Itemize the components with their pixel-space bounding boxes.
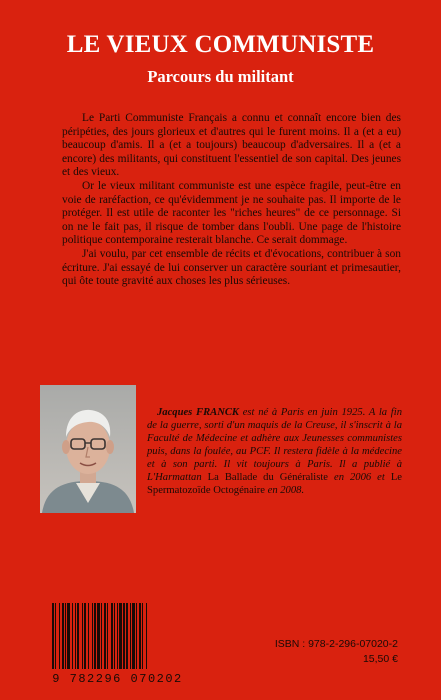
barcode-bar [117,603,118,669]
barcode-bar [130,603,131,669]
barcode-bar [94,603,96,669]
barcode-bar [111,603,113,669]
bio-book-2: Le Spermatozoïde Octogénaire [147,472,402,496]
barcode-bar [126,603,128,669]
barcode-bar [107,603,108,669]
barcode-bar [139,603,141,669]
bio-book-1: La Ballade du Généraliste [207,472,328,483]
barcode-bar [84,603,86,669]
barcode-bar [55,603,56,669]
barcode-bar [92,603,93,669]
isbn-label: ISBN : 978-2-296-07020-2 [274,638,398,650]
barcode-bar [72,603,73,669]
barcode-bar [75,603,76,669]
barcode-digits: 9 782296 070202 [52,672,183,686]
bio-text-1: est né à Paris en juin 1925. A la fin de la guerre, sorti d'un maquis de la Creuse, il s'inscrit à la Faculté de Médecine et adhère aux Jeunesses communistes puis, dans la foulée, au PCF. Il restera fidèle à la médecine et à son parti. Il vit toujours à Paris. Il a publié à L'Harmattan [147,407,402,483]
blurb-paragraph-1: Le Parti Communiste Français a connu et connaît encore bien des péripéties, des jours glorieux et d'autres qui le furent moins. Il a (et a eu) beaucoup d'amis. Il a (et a toujours) beaucoup d'adversaires. Il a (et a encore) des militants, qui constituent l'essentiel de son capital. Des jeunes et des vieux. [62,112,401,179]
barcode-bar [97,603,100,669]
barcode-bar [132,603,135,669]
blurb-paragraph-3: J'ai voulu, par cet ensemble de récits et d'évocations, contribuer à son écriture. J'ai essayé de lui conserver un caractère souriant et primesautier, qui ôte toute gravité aux choses les plus sérieuses. [62,247,401,288]
barcode-bar [123,603,125,669]
barcode [44,601,191,686]
bio-text-2: en 2006 et [328,472,391,483]
barcode-bar [59,603,60,669]
author-bio [147,406,402,497]
barcode-bar [82,603,83,669]
barcode-bar [62,603,64,669]
blurb [62,112,401,289]
barcode-bar [67,603,70,669]
barcode-bar [142,603,143,669]
barcode-bar [119,603,122,669]
blurb-paragraph-2: Or le vieux militant communiste est une espèce fragile, peut-être en voie de raréfaction, ce qu'évidemment je ne souhaite pas. Il importe de le protéger. Il est utile de raconter les "riches heures" de ce personnage. Si on ne le fait pas, il risque de tomber dans l'oubli. Une page de l'histoire politique contemporaine resterait blanche. Ce serait dommage. [62,179,401,247]
price-label: 15,50 € [362,653,398,665]
barcode-bar [136,603,137,669]
barcode-bar [77,603,79,669]
barcode-bar [52,603,54,669]
author-name: Jacques FRANCK [157,407,240,418]
barcode-bar [146,603,147,669]
barcode-bar [65,603,66,669]
barcode-bar [88,603,89,669]
author-photo [40,385,136,513]
bio-text-3: en 2008. [264,485,305,496]
author-portrait-image [40,385,136,513]
barcode-bar [114,603,115,669]
barcode-bar [104,603,106,669]
barcode-bar [101,603,102,669]
book-title: LE VIEUX COMMUNISTE [66,31,375,58]
book-subtitle: Parcours du militant [147,67,294,86]
